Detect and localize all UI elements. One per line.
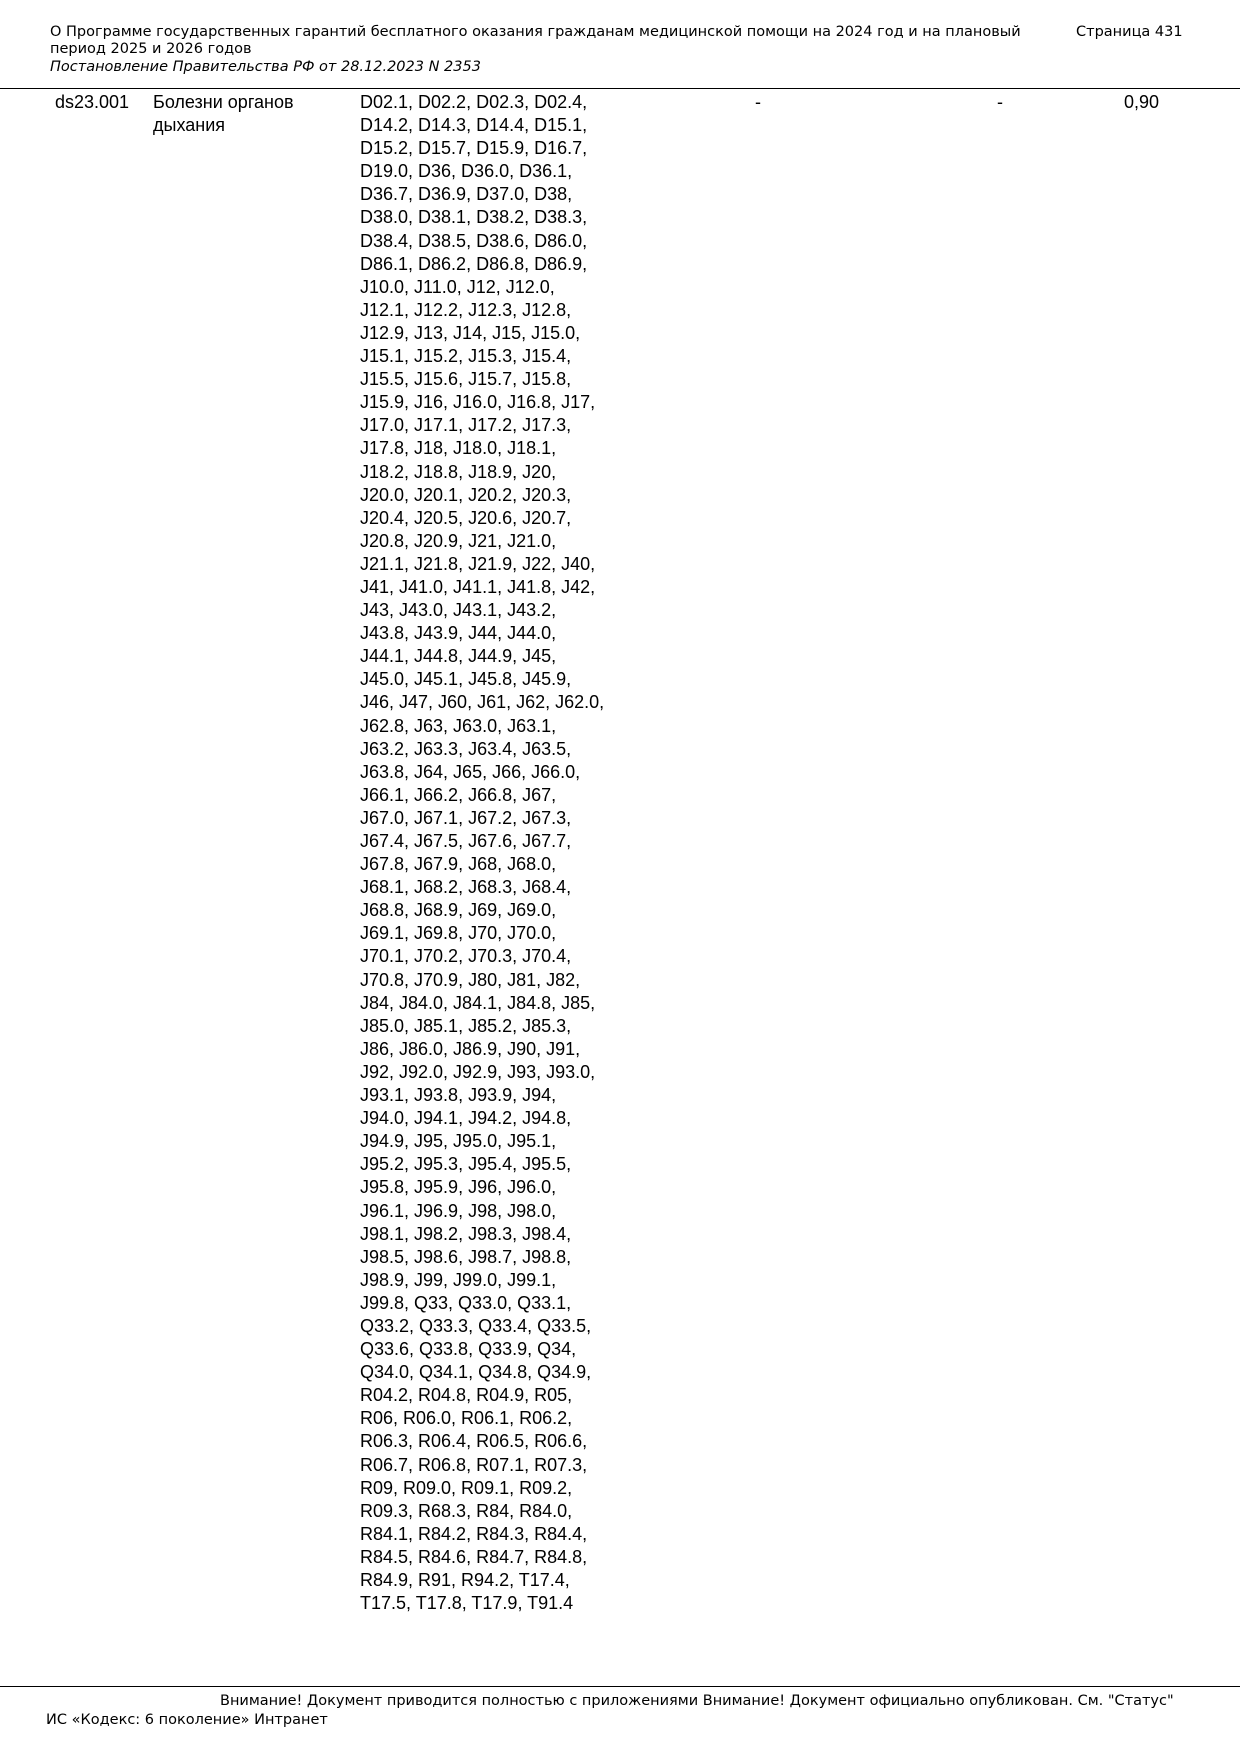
- icd-code-line: Q34.0, Q34.1, Q34.8, Q34.9,: [360, 1362, 592, 1383]
- icd-code-line: T17.5, T17.8, T17.9, T91.4: [360, 1593, 574, 1614]
- icd-code-line: J66.1, J66.2, J66.8, J67,: [360, 784, 557, 805]
- icd-code-line: J94.0, J94.1, J94.2, J94.8,: [360, 1108, 572, 1129]
- icd-code-line: J93.1, J93.8, J93.9, J94,: [360, 1085, 557, 1106]
- icd-code-line: J12.9, J13, J14, J15, J15.0,: [360, 322, 581, 343]
- icd-code-line: R09.3, R68.3, R84, R84.0,: [360, 1500, 573, 1521]
- icd-code-line: R06, R06.0, R06.1, R06.2,: [360, 1408, 573, 1429]
- icd-code-line: J17.8, J18, J18.0, J18.1,: [360, 438, 557, 459]
- icd-code-line: J98.1, J98.2, J98.3, J98.4,: [360, 1223, 572, 1244]
- icd-code-line: J70.1, J70.2, J70.3, J70.4,: [360, 946, 572, 967]
- row-value-dash-1: -: [755, 92, 761, 112]
- row-value-dash-2: -: [997, 92, 1003, 112]
- icd-code-line: J94.9, J95, J95.0, J95.1,: [360, 1131, 557, 1152]
- icd-code-line: J67.4, J67.5, J67.6, J67.7,: [360, 831, 572, 851]
- footer-divider: [0, 1686, 1240, 1687]
- icd-code-line: D14.2, D14.3, D14.4, D15.1,: [360, 115, 588, 136]
- icd-code-line: D15.2, D15.7, D15.9, D16.7,: [360, 138, 588, 159]
- icd-code-line: J96.1, J96.9, J98, J98.0,: [360, 1200, 557, 1221]
- footer-notice: Внимание! Документ приводится полностью с приложениями Внимание! Документ официально опубликован. См. "Статус": [220, 1693, 1174, 1709]
- icd-code-line: J43.8, J43.9, J44, J44.0,: [360, 623, 557, 644]
- icd-code-line: D02.1, D02.2, D02.3, D02.4,: [360, 92, 588, 112]
- icd-code-line: J99.8, Q33, Q33.0, Q33.1,: [360, 1292, 572, 1313]
- icd-code-line: J18.2, J18.8, J18.9, J20,: [360, 461, 557, 482]
- icd-code-line: D38.4, D38.5, D38.6, D86.0,: [360, 230, 588, 251]
- icd-code-line: J17.0, J17.1, J17.2, J17.3,: [360, 415, 572, 436]
- row-code: ds23.001: [55, 92, 130, 112]
- icd-code-line: J20.0, J20.1, J20.2, J20.3,: [360, 484, 572, 505]
- icd-code-line: J84, J84.0, J84.1, J84.8, J85,: [360, 992, 596, 1013]
- icd-code-line: J15.9, J16, J16.0, J16.8, J17,: [360, 392, 596, 413]
- icd-code-line: J15.1, J15.2, J15.3, J15.4,: [360, 346, 572, 367]
- page-number: Страница 431: [1076, 24, 1183, 40]
- icd-code-line: D86.1, D86.2, D86.8, D86.9,: [360, 253, 588, 274]
- icd-code-line: J41, J41.0, J41.1, J41.8, J42,: [360, 576, 596, 597]
- document-subtitle: Постановление Правительства РФ от 28.12.2023 N 2353: [50, 59, 481, 75]
- icd-code-line: Q33.2, Q33.3, Q33.4, Q33.5,: [360, 1315, 592, 1336]
- icd-code-line: J98.5, J98.6, J98.7, J98.8,: [360, 1246, 572, 1267]
- icd-code-line: J62.8, J63, J63.0, J63.1,: [360, 715, 557, 736]
- icd-code-line: J43, J43.0, J43.1, J43.2,: [360, 600, 557, 621]
- icd-code-line: J68.1, J68.2, J68.3, J68.4,: [360, 877, 572, 898]
- document-title: О Программе государственных гарантий бесплатного оказания гражданам медицинской помощи на 2024 год и на плановый период 2025 и 2026 годов: [50, 24, 1021, 57]
- icd-code-line: J67.0, J67.1, J67.2, J67.3,: [360, 807, 572, 828]
- icd-code-line: J46, J47, J60, J61, J62, J62.0,: [360, 692, 605, 713]
- icd-code-line: J85.0, J85.1, J85.2, J85.3,: [360, 1015, 572, 1036]
- icd-code-line: J68.8, J68.9, J69, J69.0,: [360, 900, 557, 921]
- icd-code-line: J63.2, J63.3, J63.4, J63.5,: [360, 738, 572, 759]
- row-name: Болезни органов дыхания: [153, 92, 294, 136]
- icd-code-line: J67.8, J67.9, J68, J68.0,: [360, 854, 557, 875]
- icd-code-line: R84.5, R84.6, R84.7, R84.8,: [360, 1546, 588, 1567]
- icd-code-line: D36.7, D36.9, D37.0, D38,: [360, 184, 573, 205]
- icd-code-line: J70.8, J70.9, J80, J81, J82,: [360, 969, 581, 990]
- icd-code-line: J12.1, J12.2, J12.3, J12.8,: [360, 299, 572, 320]
- icd-code-line: J63.8, J64, J65, J66, J66.0,: [360, 761, 581, 782]
- icd-code-line: R09, R09.0, R09.1, R09.2,: [360, 1477, 573, 1498]
- footer-system-name: ИС «Кодекс: 6 поколение» Интранет: [46, 1712, 328, 1728]
- icd-code-line: J44.1, J44.8, J44.9, J45,: [360, 646, 557, 667]
- icd-code-line: R04.2, R04.8, R04.9, R05,: [360, 1385, 573, 1406]
- icd-code-line: J95.8, J95.9, J96, J96.0,: [360, 1177, 557, 1198]
- icd-code-line: Q33.6, Q33.8, Q33.9, Q34,: [360, 1339, 577, 1360]
- icd-code-line: R84.1, R84.2, R84.3, R84.4,: [360, 1523, 588, 1544]
- icd-code-line: J20.4, J20.5, J20.6, J20.7,: [360, 507, 572, 528]
- icd-code-line: J92, J92.0, J92.9, J93, J93.0,: [360, 1061, 596, 1082]
- icd-code-line: R84.9, R91, R94.2, T17.4,: [360, 1570, 570, 1590]
- icd-code-line: J21.1, J21.8, J21.9, J22, J40,: [360, 553, 596, 574]
- icd-code-line: J45.0, J45.1, J45.8, J45.9,: [360, 669, 572, 690]
- icd-code-line: J98.9, J99, J99.0, J99.1,: [360, 1269, 557, 1290]
- icd-code-line: J15.5, J15.6, J15.7, J15.8,: [360, 369, 572, 390]
- icd-code-line: R06.3, R06.4, R06.5, R06.6,: [360, 1431, 588, 1452]
- icd-code-line: D19.0, D36, D36.0, D36.1,: [360, 161, 573, 182]
- icd-code-line: J86, J86.0, J86.9, J90, J91,: [360, 1038, 581, 1059]
- icd-code-line: J20.8, J20.9, J21, J21.0,: [360, 530, 557, 551]
- row-coefficient: 0,90: [1124, 92, 1160, 112]
- header-divider: [0, 88, 1240, 89]
- icd-code-line: J95.2, J95.3, J95.4, J95.5,: [360, 1154, 572, 1175]
- icd-code-line: J69.1, J69.8, J70, J70.0,: [360, 923, 557, 944]
- icd-code-list: [360, 91, 630, 1615]
- icd-code-line: J10.0, J11.0, J12, J12.0,: [360, 276, 555, 297]
- icd-code-line: D38.0, D38.1, D38.2, D38.3,: [360, 207, 588, 228]
- icd-code-line: R06.7, R06.8, R07.1, R07.3,: [360, 1454, 588, 1475]
